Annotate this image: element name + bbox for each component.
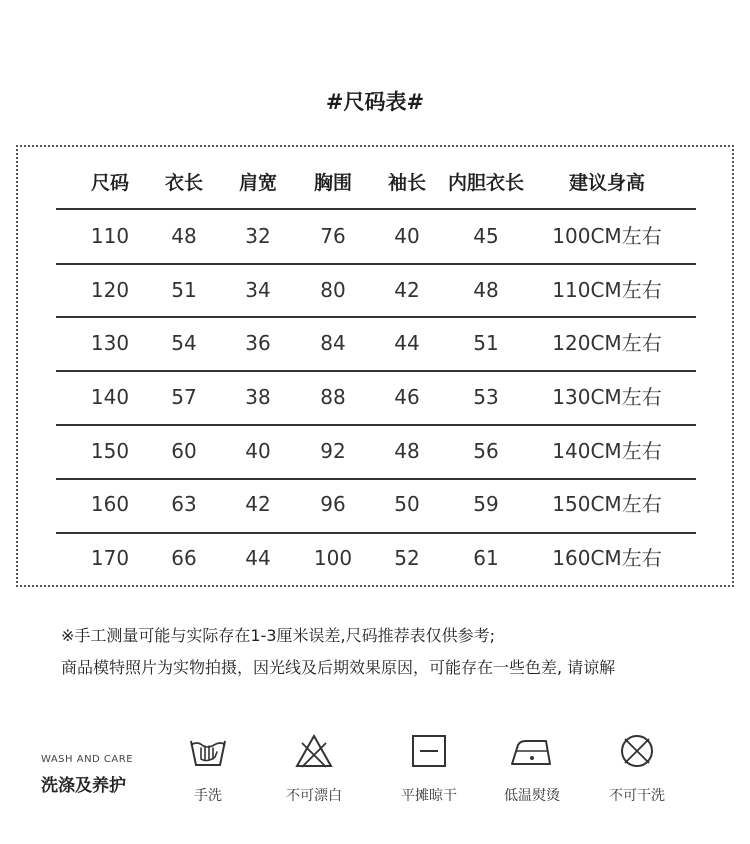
- table-cell: 52: [394, 546, 420, 570]
- column-header: 衣长: [164, 172, 203, 194]
- table-cell: 40: [245, 439, 271, 463]
- table-cell: 46: [394, 385, 420, 409]
- care-label: 不可干洗: [609, 788, 665, 804]
- table-cell: 42: [245, 492, 271, 516]
- care-title-en: WASH AND CARE: [41, 754, 134, 765]
- table-cell: 40: [394, 224, 420, 248]
- table-cell: 140: [90, 385, 130, 409]
- table-cell: 100: [313, 546, 353, 570]
- table-cell: 110CM左右: [552, 278, 662, 302]
- row-divider: [56, 263, 696, 265]
- table-cell: 48: [473, 278, 499, 302]
- table-cell: 130: [90, 331, 130, 355]
- iron-low-icon: [510, 733, 554, 769]
- table-cell: 160CM左右: [552, 546, 662, 570]
- care-label: 平摊晾干: [401, 788, 457, 804]
- table-cell: 51: [473, 331, 499, 355]
- table-cell: 48: [171, 224, 197, 248]
- column-header: 建议身高: [568, 172, 645, 194]
- care-label: 低温熨烫: [504, 788, 560, 804]
- table-cell: 53: [473, 385, 499, 409]
- table-cell: 100CM左右: [552, 224, 662, 248]
- column-header: 内胆衣长: [447, 172, 524, 194]
- table-cell: 38: [245, 385, 271, 409]
- care-item-no-dry-clean: [582, 733, 692, 805]
- column-header: 肩宽: [238, 172, 277, 194]
- page-title: #尺码表#: [325, 90, 425, 114]
- table-cell: 61: [473, 546, 499, 570]
- care-item-iron-low: [477, 733, 587, 805]
- care-title-cn: 洗涤及养护: [41, 776, 126, 796]
- table-cell: 42: [394, 278, 420, 302]
- measurement-note: ※手工测量可能与实际存在1-3厘米误差,尺码推荐表仅供参考;: [61, 626, 496, 645]
- table-cell: 84: [320, 331, 346, 355]
- care-label: 手洗: [194, 788, 222, 804]
- table-cell: 140CM左右: [552, 439, 662, 463]
- column-header: 胸围: [313, 172, 352, 194]
- row-divider: [56, 316, 696, 318]
- table-cell: 170: [90, 546, 130, 570]
- care-item-hand-wash: [153, 733, 263, 805]
- table-cell: 92: [320, 439, 346, 463]
- table-cell: 48: [394, 439, 420, 463]
- table-cell: 51: [171, 278, 197, 302]
- table-cell: 36: [245, 331, 271, 355]
- table-cell: 96: [320, 492, 346, 516]
- table-cell: 56: [473, 439, 499, 463]
- row-divider: [56, 532, 696, 534]
- table-cell: 54: [171, 331, 197, 355]
- table-cell: 120CM左右: [552, 331, 662, 355]
- table-cell: 130CM左右: [552, 385, 662, 409]
- table-cell: 60: [171, 439, 197, 463]
- table-cell: 44: [394, 331, 420, 355]
- table-cell: 63: [171, 492, 197, 516]
- column-header: 尺码: [90, 172, 129, 194]
- table-cell: 160: [90, 492, 130, 516]
- table-cell: 50: [394, 492, 420, 516]
- table-cell: 59: [473, 492, 499, 516]
- table-cell: 150CM左右: [552, 492, 662, 516]
- table-cell: 88: [320, 385, 346, 409]
- column-header: 袖长: [387, 172, 426, 194]
- care-label: 不可漂白: [286, 788, 342, 804]
- hand-wash-icon: [188, 733, 228, 769]
- table-cell: 110: [90, 224, 130, 248]
- dry-flat-shade-icon: [409, 733, 449, 769]
- color-difference-note: 商品模特照片为实物拍摄，因光线及后期效果原因，可能存在一些色差, 请谅解: [61, 658, 616, 677]
- table-cell: 150: [90, 439, 130, 463]
- table-cell: 80: [320, 278, 346, 302]
- care-item-no-bleach: [259, 733, 369, 805]
- table-cell: 76: [320, 224, 346, 248]
- table-cell: 34: [245, 278, 271, 302]
- row-divider: [56, 208, 696, 210]
- size-table-frame: [16, 145, 734, 587]
- care-item-dry-flat: [374, 733, 484, 805]
- row-divider: [56, 424, 696, 426]
- row-divider: [56, 370, 696, 372]
- row-divider: [56, 478, 696, 480]
- table-cell: 45: [473, 224, 499, 248]
- table-cell: 32: [245, 224, 271, 248]
- no-bleach-icon: [294, 733, 334, 769]
- table-cell: 57: [171, 385, 197, 409]
- table-cell: 120: [90, 278, 130, 302]
- table-cell: 44: [245, 546, 271, 570]
- no-dry-clean-icon: [617, 733, 657, 769]
- table-cell: 66: [171, 546, 197, 570]
